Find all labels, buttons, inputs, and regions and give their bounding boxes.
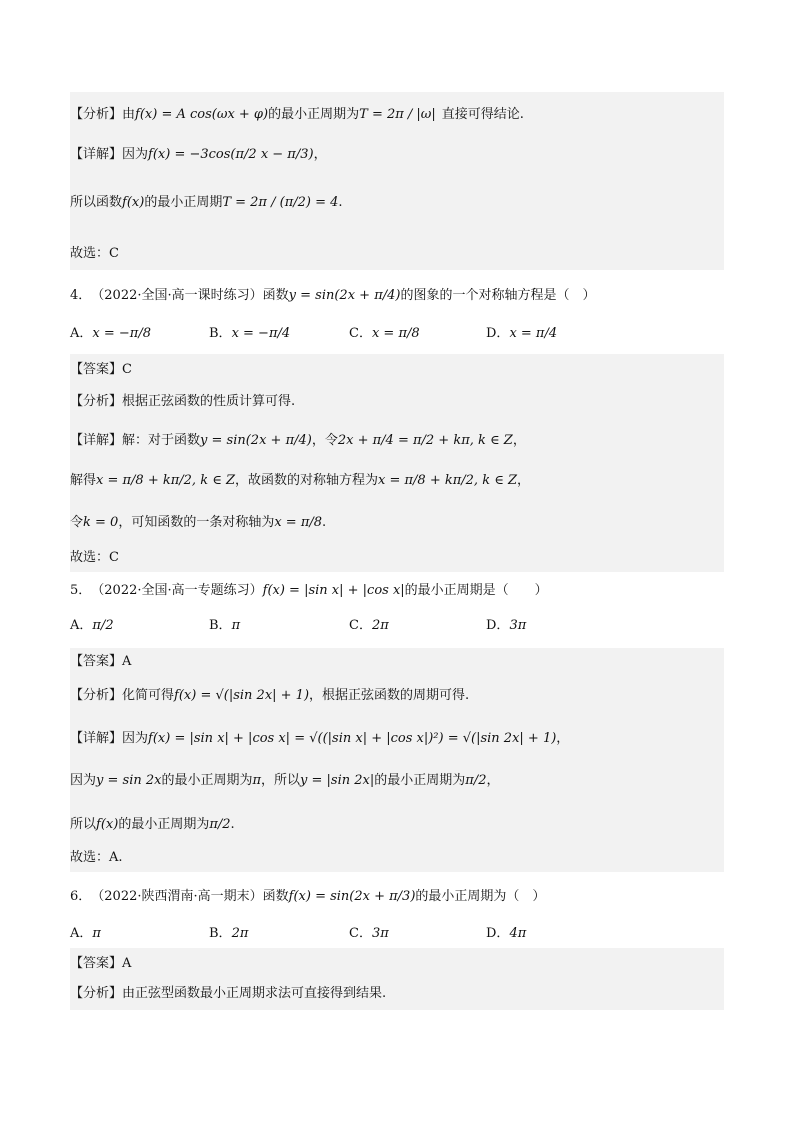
analysis-tag: 【分析】 <box>70 106 123 122</box>
q5-number: 5． <box>70 582 92 598</box>
q6-stem-formula: f(x) = sin(2x + π/3) <box>288 888 416 904</box>
q5-stem: 5． （2022·全国·高一专题练习） f(x) = |sin x| + |cos x| 的最小正周期是（ ） <box>70 582 548 598</box>
q6-stem: 6． （2022·陕西渭南·高一期末） 函数 f(x) = sin(2x + π/3) 的最小正周期为（ ） <box>70 888 546 904</box>
q6-answer-line: 【答案】A <box>70 956 132 971</box>
q6-option-c[interactable]: C．3π <box>349 926 389 941</box>
q5-detail-line-1: 【详解】 因为 f(x) = |sin x| + |cos x| = √((|sin x| + |cos x|)²) = √(|sin 2x| + 1) ， <box>70 730 570 746</box>
q6-analysis-line: 【分析】由正弦型函数最小正周期求法可直接得到结果. <box>70 986 387 1001</box>
question-6 <box>70 876 724 948</box>
q4-option-d[interactable]: D．x = π/4 <box>486 326 558 341</box>
q3-choice: 故选：C <box>70 246 119 261</box>
question-5 <box>70 576 724 646</box>
q4-choice: 故选：C <box>70 550 119 565</box>
q3-detail-line: 【详解】 因为 f(x) = −3cos(π/2 x − π/3) ， <box>70 146 327 162</box>
q6-source: （2022·陕西渭南·高一期末） <box>91 888 263 904</box>
q4-number: 4． <box>70 287 92 303</box>
q5-solution <box>70 648 724 872</box>
q5-answer-line: 【答案】A <box>70 654 132 669</box>
q4-analysis-line: 【分析】根据正弦函数的性质计算可得. <box>70 394 296 409</box>
answer-tag: 【答案】 <box>70 362 123 377</box>
q5-analysis-line: 【分析】 化简可得 f(x) = √(|sin 2x| + 1) ，根据正弦函数的周期可得. <box>70 687 470 703</box>
q4-option-a[interactable]: A．x = −π/8 <box>70 326 151 341</box>
q3-analysis-line: 【分析】 由 f(x) = A cos(ωx + φ) 的最小正周期为 T = 2π / |ω| 直接可得结论. <box>70 106 524 122</box>
q4-stem-formula: y = sin(2x + π/4) <box>288 287 401 303</box>
q5-option-c[interactable]: C．2π <box>349 618 389 633</box>
q6-answer: A <box>122 956 132 971</box>
q4-answer-line <box>70 362 132 378</box>
q5-answer: A <box>122 654 132 669</box>
q3-detail-formula: f(x) = −3cos(π/2 x − π/3) <box>148 146 314 162</box>
q6-option-d[interactable]: D．4π <box>486 926 527 941</box>
q5-choice: 故选：A. <box>70 850 123 865</box>
detail-tag: 【详解】 <box>70 146 123 162</box>
q3-period-line: 所以函数 f(x) 的最小正周期 T = 2π / (π/2) = 4 . <box>70 194 343 210</box>
q6-solution <box>70 948 724 1010</box>
q4-stem: 4． （2022·全国·高一课时练习） 函数 y = sin(2x + π/4) 的图象的一个对称轴方程是（ ） <box>70 287 596 303</box>
q5-detail-line-3: 所以 f(x) 的最小正周期为 π/2 . <box>70 816 235 832</box>
q3-period-result: T = 2π / (π/2) = 4 <box>222 194 339 210</box>
q5-detail-line-2: 因为 y = sin 2x 的最小正周期为 π ，所以 y = |sin 2x| 的最小正周期为 π/2 ， <box>70 772 500 788</box>
q5-option-d[interactable]: D．3π <box>486 618 527 633</box>
q5-source: （2022·全国·高一专题练习） <box>91 582 263 598</box>
question-4 <box>70 280 724 352</box>
q6-number: 6． <box>70 888 92 904</box>
q5-option-a[interactable]: A．π/2 <box>70 618 114 633</box>
q6-option-a[interactable]: A．π <box>70 926 101 941</box>
q4-option-c[interactable]: C．x = π/8 <box>349 326 420 341</box>
q4-source: （2022·全国·高一课时练习） <box>91 287 263 303</box>
q5-stem-formula: f(x) = |sin x| + |cos x| <box>262 582 405 598</box>
q6-option-b[interactable]: B．2π <box>209 926 249 941</box>
q4-detail-line-2: 解得 x = π/8 + kπ/2, k ∈ Z ，故函数的对称轴方程为 x = π/8 + kπ/2, k ∈ Z ， <box>70 472 531 488</box>
q5-option-b[interactable]: B．π <box>209 618 241 633</box>
q3-solution <box>70 92 724 270</box>
q4-detail-line-1: 【详解】 解：对于函数 y = sin(2x + π/4) ，令 2x + π/4 = π/2 + kπ, k ∈ Z ， <box>70 432 526 448</box>
q4-detail-line-3: 令 k = 0 ，可知函数的一条对称轴为 x = π/8 . <box>70 514 327 530</box>
q3-analysis-formula: f(x) = A cos(ωx + φ) <box>135 106 269 122</box>
q4-option-b[interactable]: B．x = −π/4 <box>209 326 291 341</box>
q4-solution <box>70 354 724 572</box>
q3-period-formula: T = 2π / |ω| <box>359 106 436 122</box>
q4-answer: C <box>122 362 132 377</box>
